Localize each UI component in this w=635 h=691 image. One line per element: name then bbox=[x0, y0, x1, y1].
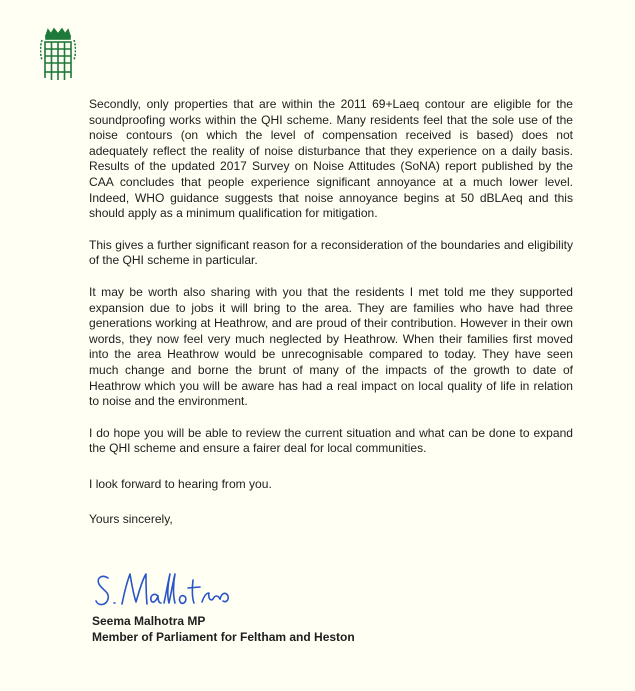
handwritten-signature bbox=[94, 566, 270, 620]
letter-body bbox=[89, 97, 573, 528]
portcullis-icon bbox=[40, 26, 76, 84]
paragraph-reconsideration: This gives a further significant reason for a reconsideration of the boundaries and eligibility of the QHI scheme in particular. bbox=[89, 237, 573, 268]
closing-salutation: Yours sincerely, bbox=[89, 512, 173, 527]
paragraph-request: I do hope you will be able to review the current situation and what can be done to expand the QHI scheme and ensure a fairer deal for local communities. bbox=[89, 425, 573, 456]
paragraph-noise-contours: Secondly, only properties that are within the 2011 69+Laeq contour are eligible for the soundproofing works within the QHI scheme. Many residents feel that the sole use of the noise contours (on which the level of compensation received is based) does not adequately reflect the reality of noise disturbance that they experience on a daily basis. Results of the updated 2017 Survey on Noise Attitudes (SoNA) report published by the CAA concludes that people experience significant annoyance at a much lower level. Indeed, WHO guidance suggests that noise annoyance begins at 50 dBLAeq and this should apply as a minimum qualification for mitigation. bbox=[89, 97, 573, 221]
signer-name: Seema Malhotra MP bbox=[92, 614, 206, 628]
signer-title: Member of Parliament for Feltham and Heston bbox=[92, 629, 355, 644]
paragraph-residents: It may be worth also sharing with you that the residents I met told me they supported expansion due to jobs it will bring to the area. They are families who have had three generations working at Heathrow, and are proud of their contribution. However in their own words, they now feel very much neglected by Heathrow. When their families first moved into the area Heathrow would be unrecognisable compared to today. They have seen much change and borne the brunt of many of the impacts of the growth to date of Heathrow which you will be aware has had a real impact on local quality of life in relation to noise and the environment. bbox=[89, 284, 573, 409]
signature-block bbox=[92, 614, 355, 645]
paragraph-look-forward: I look forward to hearing from you. bbox=[89, 476, 272, 491]
